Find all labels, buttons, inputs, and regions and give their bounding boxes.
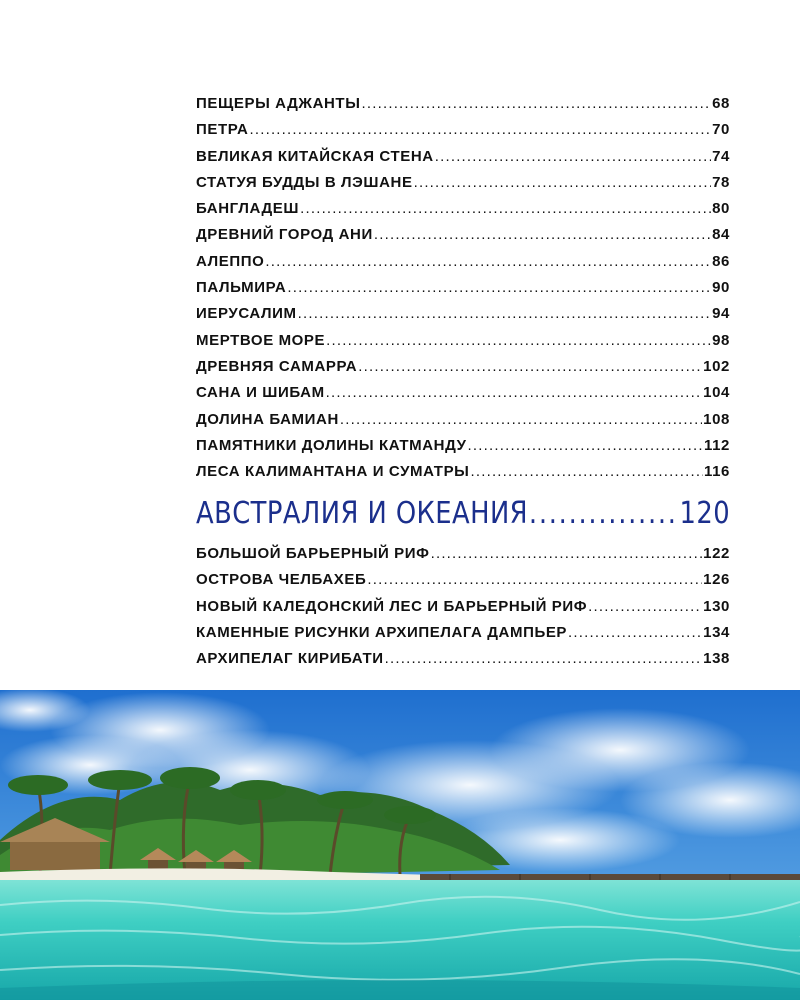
toc-leader-dots bbox=[470, 463, 703, 480]
toc-entry[interactable] bbox=[196, 95, 730, 121]
toc-entry-page: 94 bbox=[712, 305, 730, 323]
toc-leader-dots bbox=[326, 384, 703, 401]
toc-leader-dots bbox=[374, 226, 711, 243]
toc-entry-title: КАМЕННЫЕ РИСУНКИ АРХИПЕЛАГА ДАМПЬЕР bbox=[196, 623, 568, 641]
toc-entry-page: 138 bbox=[703, 650, 730, 668]
toc-entry-title: ЛЕСА КАЛИМАНТАНА И СУМАТРЫ bbox=[196, 463, 470, 481]
toc-entry[interactable] bbox=[196, 174, 730, 200]
toc-entry-title: ДРЕВНИЙ ГОРОД АНИ bbox=[196, 226, 373, 244]
toc-entry-page: 116 bbox=[704, 463, 730, 481]
toc-entry[interactable] bbox=[196, 384, 730, 410]
toc-entry-title: САНА И ШИБАМ bbox=[196, 384, 325, 402]
toc-entry-page: 80 bbox=[712, 200, 730, 218]
toc-entry-page: 70 bbox=[712, 121, 730, 139]
tropical-island-photo bbox=[0, 690, 800, 1000]
toc-leader-dots bbox=[298, 305, 712, 322]
toc-entry-title: АЛЕППО bbox=[196, 252, 265, 270]
toc-entry[interactable] bbox=[196, 148, 730, 174]
toc-entry-title: ПАМЯТНИКИ ДОЛИНЫ КАТМАНДУ bbox=[196, 436, 467, 454]
toc-entry-title: МЕРТВОЕ МОРЕ bbox=[196, 331, 326, 349]
toc-entry[interactable] bbox=[196, 411, 730, 437]
toc-entry-page: 126 bbox=[703, 571, 730, 589]
toc-entry-page: 104 bbox=[703, 384, 730, 402]
toc-entry-title: СТАТУЯ БУДДЫ В ЛЭШАНЕ bbox=[196, 173, 413, 191]
toc-entry-title: НОВЫЙ КАЛЕДОНСКИЙ ЛЕС И БАРЬЕРНЫЙ РИФ bbox=[196, 597, 588, 615]
toc-entry-title: ВЕЛИКАЯ КИТАЙСКАЯ СТЕНА bbox=[196, 147, 434, 165]
toc-entry[interactable] bbox=[196, 279, 730, 305]
toc-entry-title: ПАЛЬМИРА bbox=[196, 279, 287, 297]
toc-entry[interactable] bbox=[196, 200, 730, 226]
toc-entry-page: 68 bbox=[712, 95, 730, 112]
toc-leader-dots bbox=[265, 253, 711, 270]
toc-entry-page: 122 bbox=[703, 545, 730, 562]
toc-entry[interactable] bbox=[196, 332, 730, 358]
toc-entry-page: 86 bbox=[712, 252, 730, 270]
toc-entry[interactable] bbox=[196, 437, 730, 463]
toc-leader-dots bbox=[588, 598, 702, 615]
toc-entry[interactable] bbox=[196, 650, 730, 676]
toc-entry[interactable] bbox=[196, 253, 730, 279]
toc-entry-page: 98 bbox=[712, 331, 730, 349]
toc-leader-dots bbox=[249, 121, 711, 138]
toc-entry-page: 102 bbox=[703, 357, 730, 375]
toc-entry-page: 90 bbox=[712, 279, 730, 297]
toc-entry-title: ПЕЩЕРЫ АДЖАНТЫ bbox=[196, 95, 361, 112]
toc-entry-title: АРХИПЕЛАГ КИРИБАТИ bbox=[196, 650, 384, 668]
toc-leader-dots bbox=[358, 358, 702, 375]
toc-entry[interactable] bbox=[196, 121, 730, 147]
toc-list-asia bbox=[196, 95, 730, 489]
toc-entry[interactable] bbox=[196, 598, 730, 624]
section-heading-title: АВСТРАЛИЯ И ОКЕАНИЯ bbox=[196, 496, 529, 531]
toc-entry-page: 74 bbox=[712, 147, 730, 165]
toc-leader-dots bbox=[287, 279, 711, 296]
toc-entry-page: 78 bbox=[712, 173, 730, 191]
toc-leader-dots bbox=[385, 650, 703, 667]
toc-entry-page: 130 bbox=[703, 597, 730, 615]
toc-entry[interactable] bbox=[196, 463, 730, 489]
toc-entry-page: 134 bbox=[703, 623, 730, 641]
toc-leader-dots bbox=[435, 148, 711, 165]
island-lagoon-illustration bbox=[0, 690, 800, 1000]
toc-entry-title: ИЕРУСАЛИМ bbox=[196, 305, 297, 323]
toc-entry-page: 112 bbox=[704, 436, 730, 454]
toc-leader-dots bbox=[431, 545, 703, 562]
toc-entry[interactable] bbox=[196, 545, 730, 571]
toc-leader-dots bbox=[568, 624, 702, 641]
toc-entry[interactable] bbox=[196, 226, 730, 252]
toc-entry-title: ОСТРОВА ЧЕЛБАХЕБ bbox=[196, 571, 367, 589]
section-heading-page: 120 bbox=[679, 496, 731, 531]
toc-leader-dots bbox=[361, 95, 711, 112]
toc-leader-dots bbox=[300, 200, 711, 217]
toc-entry-page: 108 bbox=[703, 410, 730, 428]
section-heading-oceania[interactable] bbox=[196, 496, 730, 531]
toc-entry-title: БАНГЛАДЕШ bbox=[196, 200, 300, 218]
toc-entry[interactable] bbox=[196, 571, 730, 597]
toc-entry[interactable] bbox=[196, 358, 730, 384]
toc-entry[interactable] bbox=[196, 305, 730, 331]
toc-leader-dots bbox=[529, 496, 679, 531]
toc-leader-dots bbox=[326, 332, 711, 349]
toc-leader-dots bbox=[340, 411, 702, 428]
toc-leader-dots bbox=[367, 571, 702, 588]
toc-entry[interactable] bbox=[196, 624, 730, 650]
toc-entry-title: ПЕТРА bbox=[196, 121, 249, 139]
toc-entry-title: ДРЕВНЯЯ САМАРРА bbox=[196, 357, 358, 375]
toc-list-oceania bbox=[196, 545, 730, 676]
toc-leader-dots bbox=[468, 437, 703, 454]
toc-entry-title: БОЛЬШОЙ БАРЬЕРНЫЙ РИФ bbox=[196, 545, 430, 562]
toc-entry-title: ДОЛИНА БАМИАН bbox=[196, 410, 339, 428]
toc-entry-page: 84 bbox=[712, 226, 730, 244]
toc-leader-dots bbox=[414, 174, 712, 191]
